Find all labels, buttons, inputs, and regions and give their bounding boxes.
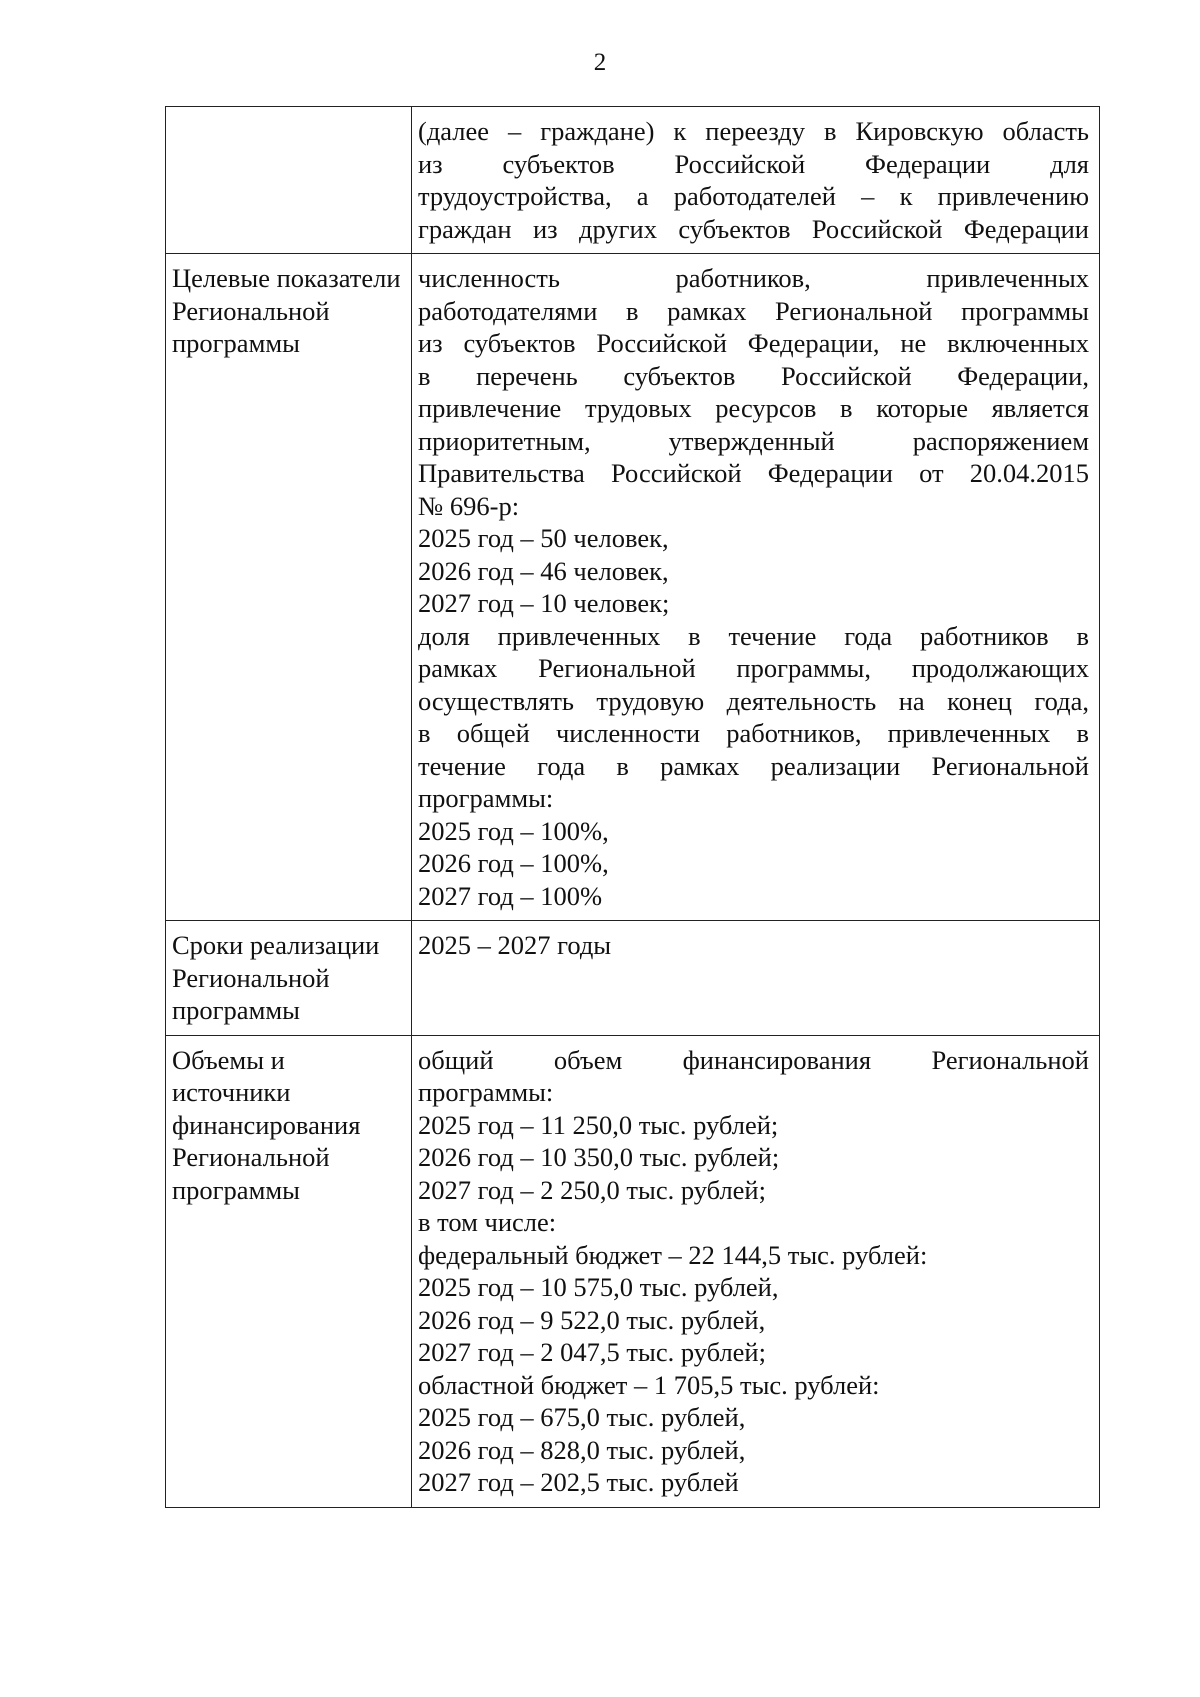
row-target-indicators bbox=[166, 254, 1100, 921]
content-line: граждан из других субъектов Российской Федерации bbox=[418, 213, 1089, 244]
content-line: 2026 год – 9 522,0 тыс. рублей, bbox=[418, 1304, 766, 1335]
content-line: № 696-р: bbox=[418, 490, 520, 521]
content-line: 2026 год – 10 350,0 тыс. рублей; bbox=[418, 1142, 780, 1172]
page-number: 2 bbox=[593, 49, 607, 76]
content-line: течение года в рамках реализации Региональной bbox=[418, 750, 1089, 781]
content-line: 2025 – 2027 годы bbox=[418, 930, 612, 960]
row-label-line: финансирования bbox=[172, 1109, 361, 1140]
row-implementation-period bbox=[166, 921, 1100, 1036]
row-content-cell bbox=[412, 254, 1100, 921]
content-line: 2026 год – 100%, bbox=[418, 848, 609, 878]
row-label-line: Региональной bbox=[172, 962, 330, 993]
content-line: привлечение трудовых ресурсов в которые является bbox=[418, 393, 1089, 423]
content-line: 2025 год – 10 575,0 тыс. рублей, bbox=[418, 1272, 779, 1302]
content-line: 2025 год – 50 человек, bbox=[418, 523, 669, 553]
row-label-cell bbox=[166, 921, 412, 1036]
content-line: осуществлять трудовую деятельность на конец года, bbox=[418, 685, 1089, 716]
content-line: 2027 год – 2 047,5 тыс. рублей; bbox=[418, 1337, 766, 1367]
content-line: 2027 год – 10 человек; bbox=[418, 588, 670, 618]
row-label-line: Объемы и bbox=[172, 1044, 285, 1075]
row-label-line: источники bbox=[172, 1077, 291, 1107]
content-line: областной бюджет – 1 705,5 тыс. рублей: bbox=[418, 1369, 880, 1400]
row-label-line: Целевые показатели bbox=[172, 263, 401, 293]
content-line: общий объем финансирования Региональной bbox=[418, 1044, 1089, 1075]
content-line: работодателями в рамках Региональной программы bbox=[418, 295, 1089, 326]
content-line: 2025 год – 100%, bbox=[418, 815, 609, 846]
content-line: 2027 год – 100% bbox=[418, 880, 603, 911]
content-line: программы: bbox=[418, 1077, 554, 1107]
content-line: из субъектов Российской Федерации, не включенных bbox=[418, 328, 1089, 358]
row-content-cell bbox=[412, 921, 1100, 1036]
content-line: в том числе: bbox=[418, 1207, 557, 1237]
content-line: программы: bbox=[418, 783, 554, 813]
row-label-line: программы bbox=[172, 995, 300, 1025]
content-line: трудоустройства, а работодателей – к привлечению bbox=[418, 181, 1089, 211]
table-body bbox=[166, 107, 1100, 1508]
content-line: Правительства Российской Федерации от 20.04.2015 bbox=[418, 458, 1089, 488]
row-label-line: Региональной bbox=[172, 1142, 330, 1172]
program-passport-table bbox=[165, 106, 1100, 1508]
content-line: (далее – граждане) к переезду в Кировскую область bbox=[418, 116, 1089, 146]
content-line: 2025 год – 11 250,0 тыс. рублей; bbox=[418, 1109, 779, 1140]
row-label-cell bbox=[166, 254, 412, 921]
row-goal-continuation bbox=[166, 107, 1100, 254]
row-label-line: Сроки реализации bbox=[172, 930, 380, 960]
row-label-cell bbox=[166, 1035, 412, 1507]
content-line: рамках Региональной программы, продолжающих bbox=[418, 653, 1089, 683]
row-content-cell bbox=[412, 107, 1100, 254]
content-line: в общей численности работников, привлеченных в bbox=[418, 718, 1089, 748]
row-financing bbox=[166, 1035, 1100, 1507]
row-label-line: программы bbox=[172, 328, 300, 358]
content-line: приоритетным, утвержденный распоряжением bbox=[418, 425, 1089, 456]
row-label-cell bbox=[166, 107, 412, 254]
row-label-line: программы bbox=[172, 1174, 300, 1205]
row-content-cell bbox=[412, 1035, 1100, 1507]
content-line: в перечень субъектов Российской Федерации, bbox=[418, 360, 1089, 391]
content-line: из субъектов Российской Федерации для bbox=[418, 148, 1089, 179]
content-line: численность работников, привлеченных bbox=[418, 263, 1089, 293]
content-line: 2026 год – 46 человек, bbox=[418, 555, 669, 586]
content-line: 2027 год – 202,5 тыс. рублей bbox=[418, 1467, 739, 1497]
content-line: 2026 год – 828,0 тыс. рублей, bbox=[418, 1434, 746, 1465]
content-line: доля привлеченных в течение года работников в bbox=[418, 620, 1089, 651]
content-line: федеральный бюджет – 22 144,5 тыс. рублей: bbox=[418, 1239, 928, 1270]
content-line: 2027 год – 2 250,0 тыс. рублей; bbox=[418, 1174, 766, 1205]
row-label-line: Региональной bbox=[172, 295, 330, 326]
content-line: 2025 год – 675,0 тыс. рублей, bbox=[418, 1402, 746, 1432]
